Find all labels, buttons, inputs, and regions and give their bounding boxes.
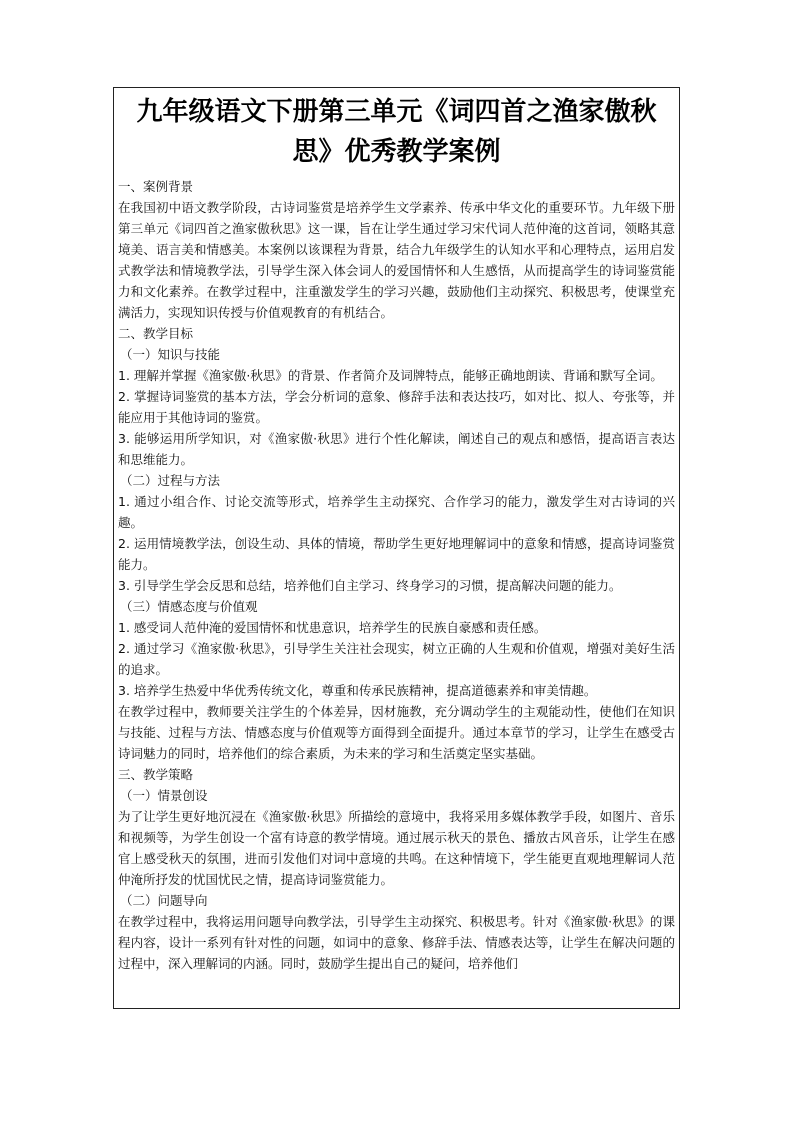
- list-item: 1. 通过小组合作、讨论交流等形式，培养学生主动探究、合作学习的能力，激发学生对古诗词的兴趣。: [118, 494, 675, 530]
- list-item: 2. 运用情境教学法，创设生动、具体的情境，帮助学生更好地理解词中的意象和情感，提高诗词鉴赏能力。: [118, 536, 675, 572]
- list-item: 2. 通过学习《渔家傲·秋思》，引导学生关注社会现实，树立正确的人生观和价值观，增强对美好生活的追求。: [118, 641, 675, 677]
- background-paragraph: 在我国初中语文教学阶段，古诗词鉴赏是培养学生文学素养、传承中华文化的重要环节。九年级下册第三单元《词四首之渔家傲秋思》这一课，旨在让学生通过学习宋代词人范仲淹的这首词，领略其意境美、语言美和情感美。本案例以该课程为背景，结合九年级学生的认知水平和心理特点，运用启发式教学法和情境教学法，引导学生深入体会词人的爱国情怀和人生感悟，从而提高学生的诗词鉴赏能力和文化素养。在教学过程中，注重激发学生的学习兴趣，鼓励他们主动探究、积极思考，使课堂充满活力，实现知识传授与价值观教育的有机结合。: [118, 200, 675, 320]
- goals-summary-paragraph: 在教学过程中，教师要关注学生的个体差异，因材施教，充分调动学生的主观能动性，使他们在知识与技能、过程与方法、情感态度与价值观等方面得到全面提升。通过本章节的学习，让学生在感受古诗词魅力的同时，培养他们的综合素质，为未来的学习和生活奠定坚实基础。: [118, 704, 675, 761]
- subheading-process-methods: （二）过程与方法: [120, 473, 221, 488]
- scenario-paragraph: 为了让学生更好地沉浸在《渔家傲·秋思》所描绘的意境中，我将采用多媒体教学手段，如图片、音乐和视频等，为学生创设一个富有诗意的教学情境。通过展示秋天的景色、播放古风音乐，让学生在感官上感受秋天的氛围，进而引发他们对词中意境的共鸣。在这种情境下，学生能更直观地理解词人范仲淹所抒发的忧国忧民之情，提高诗词鉴赏能力。: [118, 809, 675, 887]
- list-item: 3. 能够运用所学知识，对《渔家傲·秋思》进行个性化解读，阐述自己的观点和感悟，提高语言表达和思维能力。: [118, 431, 675, 467]
- subheading-problem-oriented: （二）问题导向: [120, 893, 208, 908]
- subheading-emotion-values: （三）情感态度与价值观: [120, 599, 258, 614]
- document-title: 九年级语文下册第三单元《词四首之渔家傲秋思》优秀教学案例: [136, 97, 657, 167]
- section-heading-goals: 二、教学目标: [118, 326, 194, 341]
- problem-oriented-paragraph: 在教学过程中，我将运用问题导向教学法，引导学生主动探究、积极思考。针对《渔家傲·秋思》的课程内容，设计一系列有针对性的问题，如词中的意象、修辞手法、情感表达等，让学生在解决问题的过程中，深入理解词的内涵。同时，鼓励学生提出自己的疑问，培养他们: [118, 914, 675, 971]
- section-heading-strategy: 三、教学策略: [118, 767, 194, 782]
- section-heading-background: 一、案例背景: [118, 179, 194, 194]
- list-item: 1. 感受词人范仲淹的爱国情怀和忧患意识，培养学生的民族自豪感和责任感。: [118, 620, 547, 635]
- list-item: 3. 培养学生热爱中华优秀传统文化，尊重和传承民族精神，提高道德素养和审美情趣。: [118, 683, 597, 698]
- subheading-knowledge-skills: （一）知识与技能: [120, 347, 221, 362]
- document-body: [114, 176, 679, 974]
- document-frame: [113, 87, 680, 1009]
- subheading-scenario: （一）情景创设: [120, 788, 208, 803]
- list-item: 1. 理解并掌握《渔家傲·秋思》的背景、作者简介及词牌特点，能够正确地朗读、背诵和默写全词。: [118, 368, 663, 383]
- list-item: 2. 掌握诗词鉴赏的基本方法，学会分析词的意象、修辞手法和表达技巧，如对比、拟人、夸张等，并能应用于其他诗词的鉴赏。: [118, 389, 675, 425]
- list-item: 3. 引导学生学会反思和总结，培养他们自主学习、终身学习的习惯，提高解决问题的能力。: [118, 578, 622, 593]
